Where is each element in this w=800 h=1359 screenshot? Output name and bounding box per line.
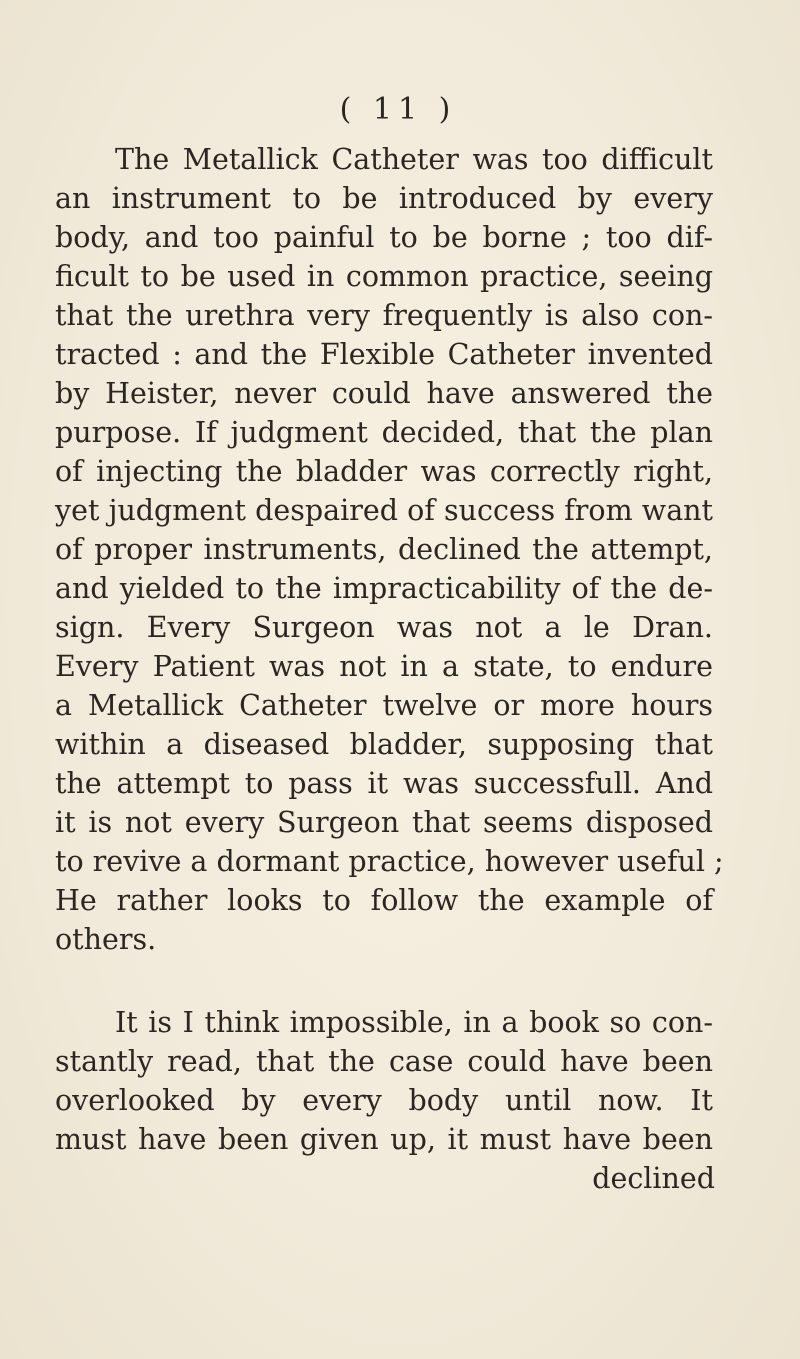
text-line: stantly read, that the case could have been: [55, 1045, 713, 1078]
text-line: purpose. If judgment decided, that the plan: [55, 416, 713, 449]
text-line: it is not every Surgeon that seems disposed: [55, 806, 713, 839]
text-line: within a diseased bladder, supposing that: [55, 728, 713, 761]
text-line: yet judgment despaired of success from want: [55, 494, 713, 527]
text-line: of proper instruments, declined the attempt,: [55, 533, 713, 566]
text-line: and yielded to the impracticability of the de-: [55, 572, 713, 605]
text-line: the attempt to pass it was successfull. And: [55, 767, 713, 800]
text-line: by Heister, never could have answered the: [55, 377, 713, 410]
text-line: a Metallick Catheter twelve or more hours: [55, 689, 713, 722]
catchword: declined: [592, 1162, 715, 1195]
text-line: It is I think impossible, in a book so con-: [115, 1006, 713, 1039]
text-line: must have been given up, it must have been: [55, 1123, 713, 1156]
text-line: overlooked by every body until now. It: [55, 1084, 713, 1117]
text-line: to revive a dormant practice, however useful ;: [55, 845, 724, 878]
text-line: Every Patient was not in a state, to endure: [55, 650, 713, 683]
text-line: an instrument to be introduced by every: [55, 182, 713, 215]
text-line: body, and too painful to be borne ; too dif-: [55, 221, 713, 254]
text-line: sign. Every Surgeon was not a le Dran.: [55, 611, 713, 644]
text-line: The Metallick Catheter was too difficult: [115, 143, 713, 176]
page-number: ( 11 ): [339, 92, 457, 127]
text-line: tracted : and the Flexible Catheter invented: [55, 338, 713, 371]
text-line: others.: [55, 923, 157, 956]
text-line: of injecting the bladder was correctly right,: [55, 455, 713, 488]
text-line: He rather looks to follow the example of: [55, 884, 713, 917]
text-line: ficult to be used in common practice, seeing: [55, 260, 713, 293]
text-line: that the urethra very frequently is also con-: [55, 299, 713, 332]
